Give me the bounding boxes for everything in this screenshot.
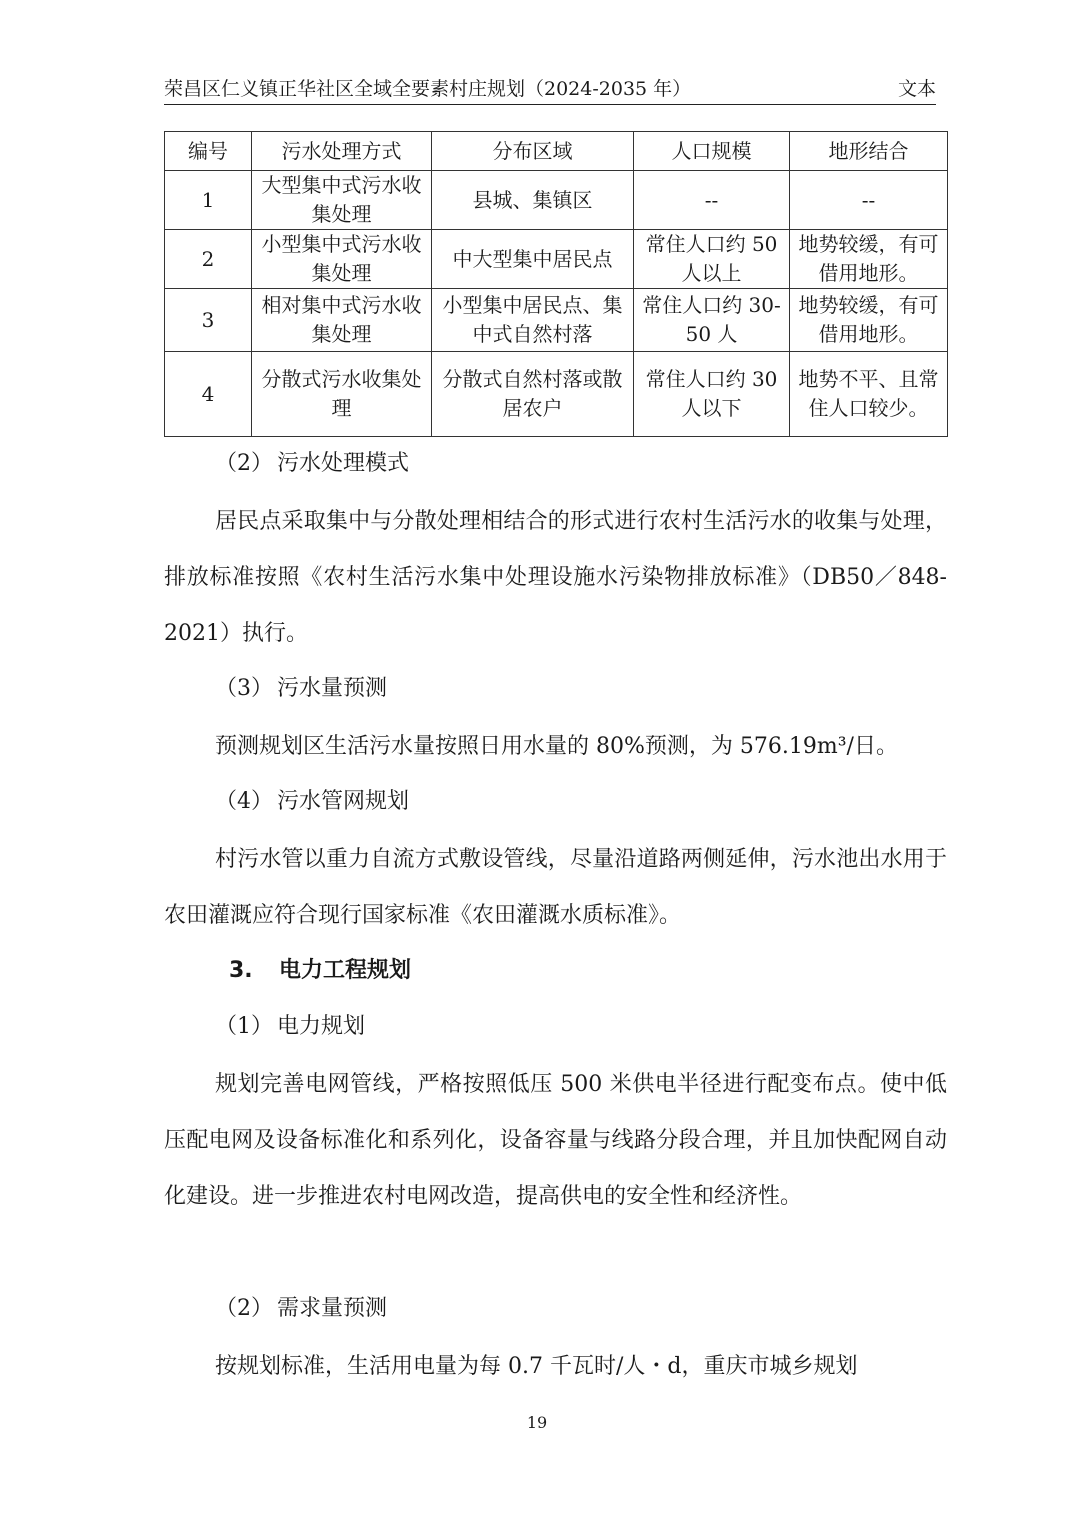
subheading-number: （3） xyxy=(215,676,273,701)
subheading-title: 污水处理模式 xyxy=(277,451,410,476)
page-number: 19 xyxy=(526,1413,548,1432)
table-cell: 地势不平、且常住人口较少。 xyxy=(790,352,948,437)
document-title: 荣昌区仁义镇正华社区全域全要素村庄规划（2024-2035 年） xyxy=(164,78,692,100)
table-cell: 4 xyxy=(165,352,252,437)
table-cell: 小型集中居民点、集中式自然村落 xyxy=(432,289,634,352)
table-header-cell: 人口规模 xyxy=(634,132,790,171)
subheading-number: （1） xyxy=(215,1014,273,1039)
page-header xyxy=(164,74,936,105)
table-header-row xyxy=(165,132,948,171)
subheading-number: （2） xyxy=(215,451,273,476)
sewage-treatment-table xyxy=(164,131,948,437)
table-cell: 县城、集镇区 xyxy=(432,171,634,230)
table-cell: 地势较缓，有可借用地形。 xyxy=(790,230,948,289)
subheading-demand-forecast xyxy=(215,1294,387,1324)
subheading-number: （2） xyxy=(215,1296,273,1321)
table-header-cell: 地形结合 xyxy=(790,132,948,171)
table-cell: 中大型集中居民点 xyxy=(432,230,634,289)
section-heading-power xyxy=(229,956,411,986)
paragraph-power-planning: 规划完善电网管线，严格按照低压 500 米供电半径进行配变布点。使中低压配电网及设备标准化和系列化，设备容量与线路分段合理，并且加快配网自动化建设。进一步推进农村电网改造，提高供电的安全性和经济性。 xyxy=(164,1072,947,1209)
table-cell: 常住人口约 30-50 人 xyxy=(634,289,790,352)
table-cell: 相对集中式污水收集处理 xyxy=(252,289,432,352)
table-cell: 常住人口约 30 人以下 xyxy=(634,352,790,437)
table-cell: 3 xyxy=(165,289,252,352)
paragraph-demand-forecast: 按规划标准，生活用电量为每 0.7 千瓦时/人・d，重庆市城乡规划 xyxy=(215,1354,858,1379)
table-cell: 分散式污水收集处理 xyxy=(252,352,432,437)
table-cell: 地势较缓，有可借用地形。 xyxy=(790,289,948,352)
table-row xyxy=(165,352,948,437)
subheading-title: 电力规划 xyxy=(277,1014,366,1039)
table-cell: -- xyxy=(634,171,790,230)
document-type-label: 文本 xyxy=(897,78,936,100)
paragraph-sewage-network: 村污水管以重力自流方式敷设管线，尽量沿道路两侧延伸，污水池出水用于农田灌溉应符合现行国家标准《农田灌溉水质标准》。 xyxy=(164,847,947,928)
table-cell: 大型集中式污水收集处理 xyxy=(252,171,432,230)
table-row xyxy=(165,230,948,289)
paragraph-treatment-mode: 居民点采取集中与分散处理相结合的形式进行农村生活污水的收集与处理，排放标准按照《农村生活污水集中处理设施水污染物排放标准》（DB50／848-2021）执行。 xyxy=(164,509,947,646)
subheading-number: （4） xyxy=(215,789,273,814)
table-header-cell: 污水处理方式 xyxy=(252,132,432,171)
subheading-sewage-forecast xyxy=(215,674,387,704)
table-header-cell: 分布区域 xyxy=(432,132,634,171)
table-cell: 小型集中式污水收集处理 xyxy=(252,230,432,289)
table-row xyxy=(165,171,948,230)
table-cell: 分散式自然村落或散居农户 xyxy=(432,352,634,437)
subheading-sewage-network xyxy=(215,787,409,817)
subheading-treatment-mode xyxy=(215,449,409,479)
table-cell: 1 xyxy=(165,171,252,230)
section-title: 电力工程规划 xyxy=(279,958,412,983)
table-header-cell: 编号 xyxy=(165,132,252,171)
subheading-title: 污水量预测 xyxy=(277,676,388,701)
table-cell: -- xyxy=(790,171,948,230)
table-cell: 常住人口约 50 人以上 xyxy=(634,230,790,289)
subheading-title: 需求量预测 xyxy=(277,1296,388,1321)
section-number: 3. xyxy=(229,958,253,983)
paragraph-sewage-forecast: 预测规划区生活污水量按照日用水量的 80%预测，为 576.19m³/日。 xyxy=(215,734,898,759)
subheading-title: 污水管网规划 xyxy=(277,789,410,814)
table-row xyxy=(165,289,948,352)
table-cell: 2 xyxy=(165,230,252,289)
subheading-power-planning xyxy=(215,1012,365,1042)
